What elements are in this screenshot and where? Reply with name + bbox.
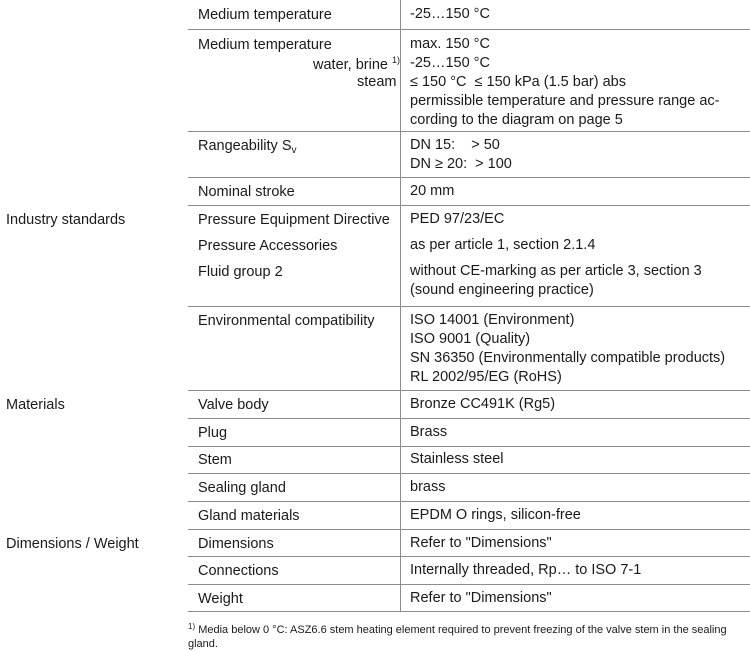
ped-value: PED 97/23/EC [410,211,505,227]
value-line: permissible temperature and pressure range ac- [410,93,720,109]
row-divider [188,205,750,206]
weight-value: Refer to "Dimensions" [410,590,552,606]
value-line: DN ≥ 20: > 100 [410,156,512,172]
row-divider [188,584,750,585]
nominal-stroke-label: Nominal stroke [198,184,295,200]
row-divider [188,446,750,447]
gland-materials-value: EPDM O rings, silicon-free [410,507,581,523]
rangeability-subscript: v [291,145,297,156]
value-line: DN 15: > 50 [410,137,500,153]
steam-label: steam [357,74,397,90]
row-divider [188,390,750,391]
plug-label: Plug [198,425,228,441]
value-line: cording to the diagram on page 5 [410,112,623,128]
sealing-gland-value: brass [410,479,446,495]
rangeability-label [198,138,297,156]
value-line: SN 36350 (Environmentally compatible products) [410,350,726,366]
value-line: (sound engineering practice) [410,282,594,298]
medium-temperature-value: -25…150 °C [410,6,490,22]
footnote-text: Media below 0 °C: ASZ6.6 stem heating element required to prevent freezing of the valve stem in the sealing gland. [188,624,727,650]
environmental-compatibility-label: Environmental compatibility [198,313,375,329]
fluid-group-label: Fluid group 2 [198,264,283,280]
dimensions-label: Dimensions [198,536,274,552]
rangeability-values [410,136,512,174]
row-divider [188,556,750,557]
value-line: ≤ 150 °C ≤ 150 kPa (1.5 bar) abs [410,74,626,90]
footnote [188,620,748,651]
environmental-compatibility-values [410,311,725,387]
category-dimensions-weight: Dimensions / Weight [6,536,139,552]
row-divider [188,501,750,502]
row-divider [188,177,750,178]
stem-label: Stem [198,452,232,468]
pressure-accessories-value: as per article 1, section 2.1.4 [410,237,596,253]
row-divider [188,611,750,612]
category-industry-standards: Industry standards [6,212,126,228]
medium-temperature-detail-values [410,35,719,130]
medium-temperature-detail-label: Medium temperature [198,37,332,53]
ped-label: Pressure Equipment Directive [198,212,390,228]
sealing-gland-label: Sealing gland [198,480,286,496]
plug-value: Brass [410,424,448,440]
value-line: RL 2002/95/EG (RoHS) [410,369,562,385]
water-brine-label [313,55,400,73]
rangeability-text: Rangeability S [198,138,292,154]
dimensions-value: Refer to "Dimensions" [410,535,552,551]
weight-label: Weight [198,591,243,607]
row-divider [188,131,750,132]
fluid-group-values [410,262,702,300]
valve-body-value: Bronze CC491K (Rg5) [410,396,556,412]
nominal-stroke-value: 20 mm [410,183,455,199]
row-divider [188,529,750,530]
value-line: max. 150 °C [410,36,490,52]
connections-value: Internally threaded, Rp… to ISO 7-1 [410,562,642,578]
row-divider [188,29,750,30]
value-line: ISO 9001 (Quality) [410,331,531,347]
gland-materials-label: Gland materials [198,508,300,524]
stem-value: Stainless steel [410,451,504,467]
value-line: ISO 14001 (Environment) [410,312,575,328]
value-line: without CE-marking as per article 3, section 3 [410,263,702,279]
row-divider [188,473,750,474]
water-brine-text: water, brine [313,57,388,73]
row-divider [188,418,750,419]
connections-label: Connections [198,563,279,579]
footnote-marker: 1) [188,622,196,631]
medium-temperature-label: Medium temperature [198,7,332,23]
category-materials: Materials [6,397,65,413]
footnote-ref: 1) [392,55,401,65]
value-line: -25…150 °C [410,55,490,71]
valve-body-label: Valve body [198,397,269,413]
pressure-accessories-label: Pressure Accessories [198,238,338,254]
row-divider [188,306,750,307]
